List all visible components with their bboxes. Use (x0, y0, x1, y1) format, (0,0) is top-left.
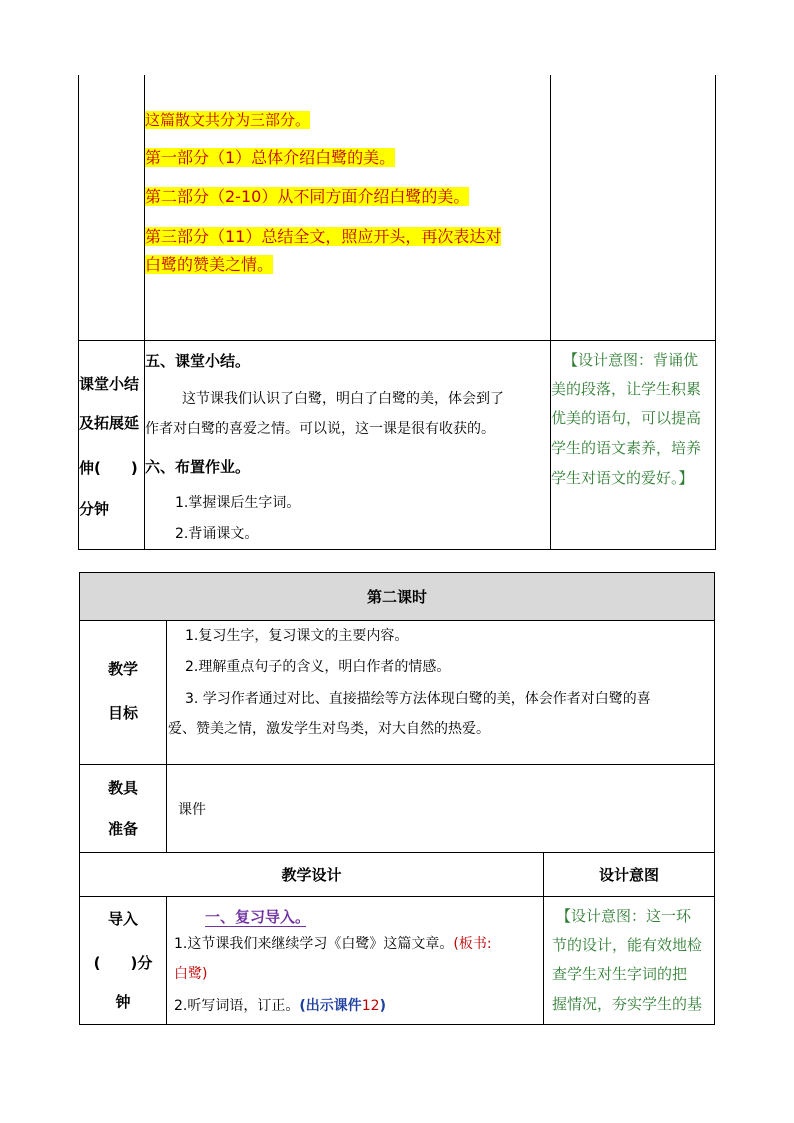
intro-line (174, 934, 492, 954)
table-border (79, 620, 715, 621)
summary-label: 分钟 (79, 500, 110, 518)
table-border (79, 852, 715, 853)
summary-text: 这节课我们认识了白鹭，明白了白鹭的美，体会到了 (182, 391, 504, 407)
intro-label: 钟 (115, 993, 131, 1011)
intro-heading: 一、复习导入。 (205, 908, 311, 926)
homework-heading: 六、布置作业。 (145, 458, 251, 476)
intro-intent-line: 【设计意图：这一环 (556, 907, 692, 925)
summary-label: 伸( ) (79, 459, 138, 477)
intro-line (174, 996, 386, 1016)
intro-text: 2.听写词语，订正。 (174, 998, 300, 1014)
blackboard-note: 白鹭) (174, 966, 208, 982)
table-border (79, 896, 715, 897)
summary-heading: 五、课堂小结。 (145, 352, 251, 370)
table-border (78, 75, 79, 550)
courseware-note-close: ) (379, 998, 386, 1014)
design-intent-line: 【设计意图：背诵优 (563, 351, 699, 369)
intro-label: ( )分 (93, 954, 153, 972)
courseware-number: 12 (361, 998, 380, 1014)
structure-line: 白鹭的赞美之情。 (145, 255, 274, 274)
table-border (166, 620, 167, 852)
design-intent-line: 学生的语文素养，培养 (551, 439, 702, 457)
table-border (78, 549, 716, 550)
table-border (144, 75, 145, 550)
design-intent-line: 美的段落，让学生积累 (551, 380, 702, 398)
intro-label: 导入 (107, 910, 138, 928)
goals-label: 教学 (107, 660, 138, 678)
structure-line: 第三部分（11）总结全文，照应开头，再次表达对 (145, 227, 502, 246)
summary-label: 课堂小结 (79, 375, 140, 393)
intro-intent-line: 节的设计，能有效地检 (552, 936, 703, 954)
tools-label: 准备 (107, 820, 138, 838)
column-header-intent: 设计意图 (598, 866, 659, 884)
table-border (79, 764, 715, 765)
homework-item: 1.掌握课后生字词。 (175, 495, 301, 511)
summary-label: 及拓展延 (79, 414, 140, 432)
goal-item: 2.理解重点句子的含义，明白作者的情感。 (185, 659, 451, 675)
courseware-note: (出示课件 (299, 998, 362, 1014)
design-intent-line: 优美的语句，可以提高 (551, 409, 702, 427)
design-intent-line: 学生对语文的爱好。】 (551, 469, 694, 487)
intro-intent-line: 握情况，夯实学生的基 (552, 995, 703, 1013)
table-border (79, 1024, 715, 1025)
structure-line: 这篇散文共分为三部分。 (145, 111, 311, 129)
intro-intent-line: 查学生对生字词的把 (552, 965, 688, 983)
structure-line: 第二部分（2-10）从不同方面介绍白鹭的美。 (145, 187, 470, 206)
goal-item: 1.复习生字，复习课文的主要内容。 (185, 628, 409, 644)
table-border (715, 75, 716, 550)
intro-text: 1.这节课我们来继续学习《白鹭》这篇文章。 (174, 936, 454, 952)
intro-heading-underline (205, 926, 306, 927)
tools-label: 教具 (107, 779, 138, 797)
table-border (78, 340, 716, 341)
goal-item: 3. 学习作者通过对比、直接描绘等方法体现白鹭的美，体会作者对白鹭的喜 (185, 691, 651, 707)
table-border (166, 896, 167, 1025)
goal-item: 爱、赞美之情，激发学生对鸟类，对大自然的热爱。 (168, 721, 490, 737)
tools-value: 课件 (178, 802, 206, 818)
blackboard-note: (板书: (453, 936, 492, 952)
table-border (79, 572, 715, 573)
homework-item: 2.背诵课文。 (175, 526, 259, 542)
session-title: 第二课时 (366, 588, 427, 606)
summary-text: 作者对白鹭的喜爱之情。可以说，这一课是很有收获的。 (145, 421, 495, 437)
goals-label: 目标 (107, 704, 138, 722)
column-header-design: 教学设计 (281, 866, 342, 884)
table-border (714, 572, 715, 1025)
structure-line: 第一部分（1）总体介绍白鹭的美。 (145, 148, 396, 167)
